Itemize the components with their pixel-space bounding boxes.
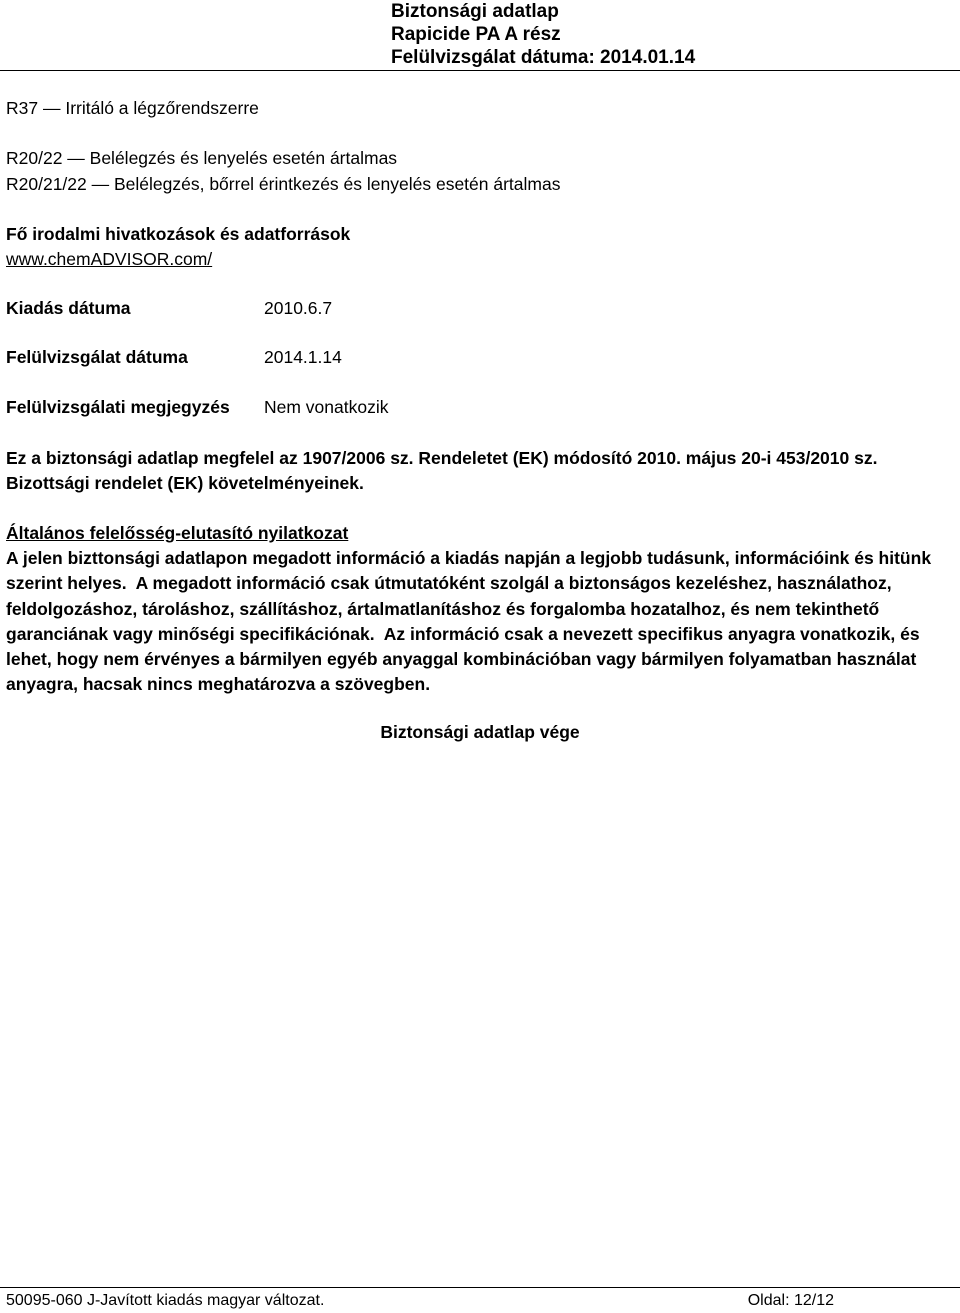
phrase-r37: R37 — Irritáló a légzőrendszerre [6, 98, 259, 118]
revision-note-value: Nem vonatkozik [264, 397, 389, 417]
references-link[interactable]: www.chemADVISOR.com/ [6, 249, 213, 269]
end-of-document-text: Biztonsági adatlap vége [380, 722, 580, 742]
footer-document-id: 50095-060 J-Javított kiadás magyar változat. [6, 1292, 325, 1309]
header-revision-date: Felülvizsgálat dátuma: 2014.01.14 [391, 47, 696, 68]
revision-date-value: 2014.1.14 [264, 347, 342, 367]
revision-note-label: Felülvizsgálati megjegyzés [6, 397, 230, 417]
header-text-block [391, 0, 695, 69]
product-name: Rapicide PA A rész [391, 24, 561, 45]
header-divider [0, 70, 960, 71]
issue-date-value: 2010.6.7 [264, 298, 333, 318]
compliance-statement: Ez a biztonsági adatlap megfelel az 1907/2006 sz. Rendeletet (EK) módosító 2010. május 20-i 453/2010 sz. Bizottsági rendelet (EK) követelményeinek. [6, 448, 878, 494]
issue-date-label: Kiadás dátuma [6, 298, 131, 318]
document-title: Biztonsági adatlap [391, 1, 559, 22]
footer-page-number: Oldal: 12/12 [747, 1292, 834, 1309]
revision-date-label: Felülvizsgálat dátuma [6, 347, 188, 367]
disclaimer-text: A jelen bizttonsági adatlapon megadott információ a kiadás napján a legjobb tudásunk, információink és hitünk szerint helyes. A megadott információ csak útmutatóként szolgál a biztonságos kezeléshez, használathoz, feldolgozáshoz, tároláshoz, szállításhoz, ártalmatlanításhoz és forgalomba hozatalhoz, és nem tekinthető garanciának vagy minőségi specifikációnak. Az információ csak a nevezett specifikus anyagra vonatkozik, és lehet, hogy nem érvényes a bármilyen egyéb anyaggal kombinációban vagy bármilyen folyamatban használat anyagra, hacsak nincs meghatározva a szövegben. [6, 548, 936, 695]
phrase-r20-21-22: R20/21/22 — Belélegzés, bőrrel érintkezés és lenyelés esetén ártalmas [6, 174, 561, 194]
page-header [0, 0, 960, 70]
disclaimer-heading: Általános felelősség-elutasító nyilatkozat [6, 523, 349, 543]
footer-divider [0, 1287, 960, 1288]
references-heading: Fő irodalmi hivatkozások és adatforrások [6, 224, 351, 244]
phrase-r20-22: R20/22 — Belélegzés és lenyelés esetén ártalmas [6, 148, 398, 168]
